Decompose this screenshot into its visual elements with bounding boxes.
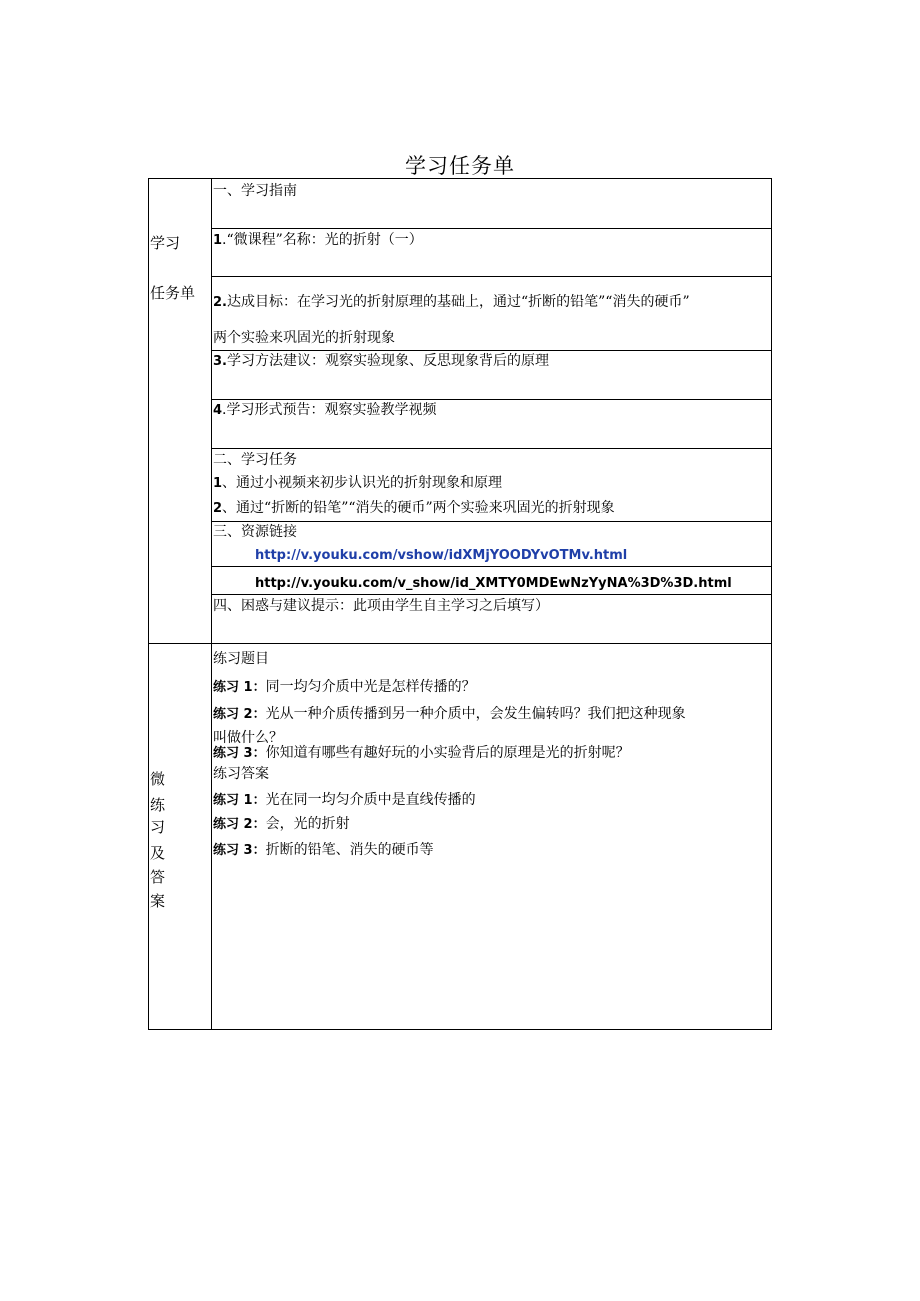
resource-link-1[interactable]: http://v.youku.com/vshow/idXMjYOODYvOTMv.html	[255, 548, 628, 563]
resource-link-2[interactable]: http://v.youku.com/v_show/id_XMTY0MDEwNzYyNA%3D%3D.html	[255, 576, 732, 591]
item-number: 1	[213, 233, 223, 248]
answer-3	[213, 839, 769, 862]
section-label-line2: 任务单	[150, 284, 196, 302]
tasks-heading: 二、学习任务	[213, 452, 297, 468]
item-number: 2.	[213, 295, 227, 310]
resources-heading: 三、资源链接	[213, 524, 297, 540]
column-divider	[211, 178, 212, 1030]
exercise-label: 练习 3：	[213, 746, 266, 761]
exercise-text: 同一均匀介质中光是怎样传播的？	[265, 679, 476, 695]
task-item-1	[213, 472, 769, 495]
item-number: 1	[213, 476, 223, 491]
item-text: 、通过小视频来初步认识光的折射现象和原理	[222, 475, 503, 491]
row-divider	[211, 276, 772, 277]
item-text: 学习方法建议：观察实验现象、反思现象背后的原理	[226, 353, 549, 369]
answers-heading: 练习答案	[213, 766, 269, 782]
exercises-heading: 练习题目	[213, 651, 269, 667]
answer-text: 会，光的折射	[265, 816, 350, 832]
exercise-text: 光从一种介质传播到另一种介质中，会发生偏转吗？我们把这种现象	[265, 706, 686, 722]
exercise-text: 你知道有哪些有趣好玩的小实验背后的原理是光的折射呢？	[265, 745, 630, 761]
answer-label: 练习 2：	[213, 817, 266, 832]
item-number: 3.	[213, 354, 227, 369]
section-divider	[148, 643, 772, 644]
guide-item-4	[213, 399, 769, 422]
page-title: 学习任务单	[405, 154, 515, 178]
guide-item-3	[213, 350, 769, 373]
guide-item-2	[213, 291, 769, 314]
section-label-char: 案	[150, 892, 166, 910]
answer-label: 练习 3：	[213, 843, 266, 858]
guide-heading: 一、学习指南	[213, 183, 297, 199]
exercise-2	[213, 703, 769, 726]
feedback-heading: 四、困惑与建议提示：此项由学生自主学习之后填写）	[213, 598, 549, 614]
exercise-2-continuation: 叫做什么？	[213, 730, 283, 746]
section-label-char: 答	[150, 868, 166, 886]
task-item-2	[213, 497, 769, 520]
answer-text: 折断的铅笔、消失的硬币等	[265, 842, 434, 858]
item-number: 4	[213, 403, 223, 418]
item-text: 、通过“折断的铅笔”“消失的硬币”两个实验来巩固光的折射现象	[222, 500, 615, 516]
answer-text: 光在同一均匀介质中是直线传播的	[265, 792, 476, 808]
answer-2	[213, 813, 769, 836]
section-label-char: 习	[150, 818, 166, 836]
guide-item-1	[213, 229, 769, 252]
item-text: .“微课程”名称：光的折射（一）	[222, 232, 423, 248]
section-label-char: 微	[150, 770, 166, 788]
answer-1	[213, 789, 769, 812]
item-text: 达成目标：在学习光的折射原理的基础上，通过“折断的铅笔”“消失的硬币”	[226, 294, 690, 310]
item-text: .学习形式预告：观察实验教学视频	[222, 402, 437, 418]
exercise-1	[213, 676, 769, 699]
section-label-char: 练	[150, 796, 166, 814]
section-label-char: 及	[150, 844, 166, 862]
exercise-label: 练习 1：	[213, 680, 266, 695]
section-label-line1: 学习	[150, 234, 181, 252]
exercise-label: 练习 2：	[213, 707, 266, 722]
answer-label: 练习 1：	[213, 793, 266, 808]
item-number: 2	[213, 501, 223, 516]
guide-item-2-continuation: 两个实验来巩固光的折射现象	[213, 330, 395, 346]
